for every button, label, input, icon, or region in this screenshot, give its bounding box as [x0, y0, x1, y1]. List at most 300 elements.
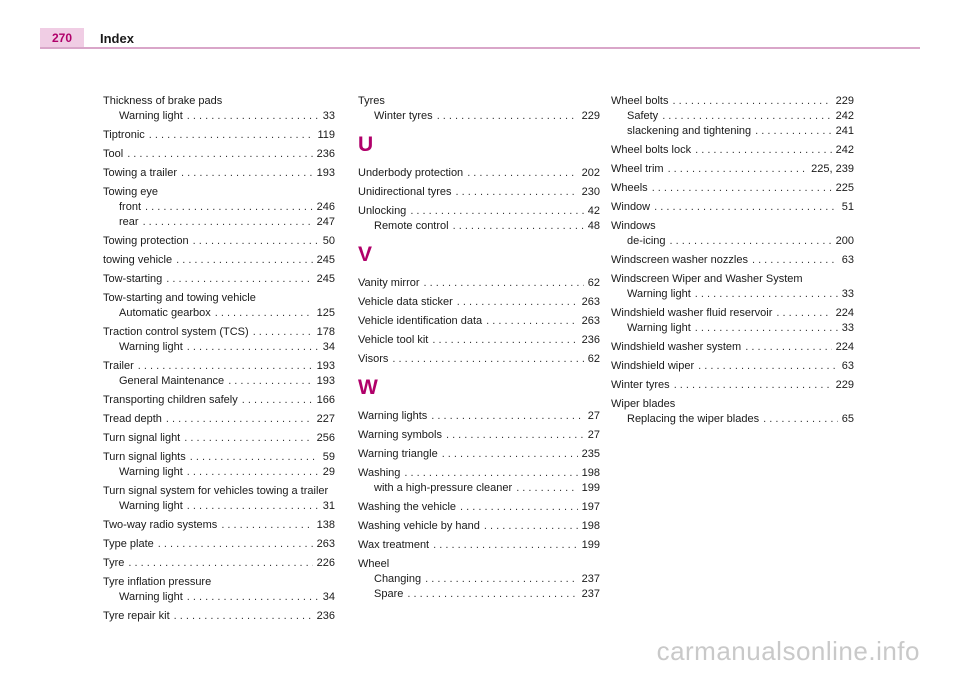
- page-reference: 225: [835, 182, 854, 194]
- page-reference: 199: [581, 482, 600, 494]
- index-term-row: [358, 466, 600, 481]
- index-term: Changing: [374, 573, 422, 585]
- dot-leader: [128, 556, 312, 571]
- page-reference: 263: [581, 296, 600, 308]
- index-term-row: [103, 272, 335, 287]
- index-term: Tyres: [358, 95, 385, 107]
- index-term: Turn signal lights: [103, 451, 186, 463]
- index-entry: [358, 204, 600, 234]
- dot-leader: [253, 325, 313, 340]
- index-term: Traction control system (TCS): [103, 326, 249, 338]
- index-term-row: [611, 162, 854, 177]
- index-term-row: [358, 428, 600, 443]
- index-term: Washing the vehicle: [358, 501, 457, 513]
- dot-leader: [392, 352, 583, 367]
- page-reference: 193: [316, 167, 335, 179]
- page-reference: 227: [316, 413, 335, 425]
- index-subentry: [611, 234, 854, 249]
- index-term: Vehicle tool kit: [358, 334, 429, 346]
- dot-leader: [158, 537, 313, 552]
- index-entry: [103, 234, 335, 249]
- index-entry: [103, 450, 335, 480]
- index-term: Wheel bolts: [611, 95, 669, 107]
- dot-leader: [187, 109, 319, 124]
- dot-leader: [187, 465, 319, 480]
- index-term: Remote control: [374, 220, 449, 232]
- index-entry: [611, 219, 854, 249]
- index-term-row: [611, 378, 854, 393]
- index-term: Washing vehicle by hand: [358, 520, 480, 532]
- index-subentry: [611, 109, 854, 124]
- index-entry: [358, 557, 600, 602]
- page-reference: 166: [316, 394, 335, 406]
- page-reference: 237: [581, 588, 600, 600]
- index-term-row: [358, 352, 600, 367]
- dot-leader: [752, 253, 838, 268]
- index-subentry: [103, 465, 335, 480]
- index-term: Turn signal system for vehicles towing a trailer: [103, 485, 329, 497]
- index-entry: [611, 253, 854, 268]
- index-term-row: [103, 431, 335, 446]
- index-term: Warning light: [627, 288, 691, 300]
- page-reference: 236: [316, 148, 335, 160]
- index-term-row: [103, 94, 335, 109]
- dot-leader: [176, 253, 313, 268]
- index-entry: [358, 94, 600, 124]
- dot-leader: [695, 143, 832, 158]
- index-term: Unidirectional tyres: [358, 186, 452, 198]
- dot-leader: [166, 412, 313, 427]
- index-term-row: [103, 253, 335, 268]
- index-term-row: [611, 219, 854, 234]
- index-term-row: [611, 253, 854, 268]
- page-reference: 236: [316, 610, 335, 622]
- index-term-row: [611, 340, 854, 355]
- index-entry: [358, 352, 600, 367]
- index-term: Tyre repair kit: [103, 610, 170, 622]
- index-term: Thickness of brake pads: [103, 95, 223, 107]
- dot-leader: [190, 450, 319, 465]
- page-reference: 237: [581, 573, 600, 585]
- index-entry: [611, 397, 854, 427]
- index-subentry: [358, 587, 600, 602]
- index-term-row: [103, 537, 335, 552]
- page-reference: 256: [316, 432, 335, 444]
- dot-leader: [221, 518, 312, 533]
- index-term-row: [358, 94, 600, 109]
- dot-leader: [437, 109, 578, 124]
- index-term-row: [103, 234, 335, 249]
- index-subentry: [103, 590, 335, 605]
- index-entry: [103, 272, 335, 287]
- index-entry: [358, 185, 600, 200]
- index-entry: [611, 378, 854, 393]
- index-term: Vehicle identification data: [358, 315, 483, 327]
- page-reference: 125: [316, 307, 335, 319]
- index-term-row: [103, 556, 335, 571]
- index-term: Windscreen Wiper and Washer System: [611, 273, 803, 285]
- index-term: Windshield wiper: [611, 360, 695, 372]
- index-entry: [358, 447, 600, 462]
- index-term-row: [358, 538, 600, 553]
- page-reference: 27: [587, 410, 600, 422]
- index-entry: [611, 181, 854, 196]
- index-entry: [358, 166, 600, 181]
- dot-leader: [670, 234, 832, 249]
- index-subentry: [358, 219, 600, 234]
- dot-leader: [652, 181, 832, 196]
- index-entry: [611, 162, 854, 177]
- index-entry: [103, 431, 335, 446]
- index-entry: [103, 166, 335, 181]
- page-reference: 48: [587, 220, 600, 232]
- index-term: Warning light: [119, 466, 183, 478]
- index-entry: [103, 393, 335, 408]
- page-reference: 138: [316, 519, 335, 531]
- page-reference: 198: [581, 467, 600, 479]
- page-reference: 245: [316, 254, 335, 266]
- dot-leader: [654, 200, 838, 215]
- page-reference: 247: [316, 216, 335, 228]
- index-term-row: [358, 185, 600, 200]
- index-term: Towing a trailer: [103, 167, 177, 179]
- dot-leader: [446, 428, 584, 443]
- index-term: Windscreen washer nozzles: [611, 254, 748, 266]
- page-reference: 193: [316, 360, 335, 372]
- index-term: Winter tyres: [374, 110, 433, 122]
- index-term: Vehicle data sticker: [358, 296, 453, 308]
- page-reference: 63: [841, 360, 854, 372]
- page-reference: 202: [581, 167, 600, 179]
- page-reference: 193: [316, 375, 335, 387]
- index-term: Trailer: [103, 360, 134, 372]
- dot-leader: [404, 466, 577, 481]
- index-term: front: [119, 201, 142, 213]
- index-term-row: [103, 484, 335, 499]
- page-reference: 224: [835, 341, 854, 353]
- page-reference: 33: [322, 110, 335, 122]
- index-term: Warning light: [119, 110, 183, 122]
- page-reference: 33: [841, 288, 854, 300]
- index-term: Wax treatment: [358, 539, 430, 551]
- page-reference: 226: [316, 557, 335, 569]
- index-entry: [103, 147, 335, 162]
- index-term-row: [103, 412, 335, 427]
- page-reference: 42: [587, 205, 600, 217]
- index-term: Replacing the wiper blades: [627, 413, 760, 425]
- dot-leader: [166, 272, 312, 287]
- index-term-row: [103, 185, 335, 200]
- index-entry: [611, 143, 854, 158]
- dot-leader: [143, 215, 313, 230]
- index-entry: [103, 575, 335, 605]
- page-reference: 236: [581, 334, 600, 346]
- index-term: Washing: [358, 467, 401, 479]
- index-entry: [358, 314, 600, 329]
- index-term-row: [358, 276, 600, 291]
- header-divider: [40, 47, 920, 49]
- dot-leader: [181, 166, 313, 181]
- index-term: Automatic gearbox: [119, 307, 211, 319]
- index-subentry: [103, 340, 335, 355]
- dot-leader: [457, 295, 578, 310]
- index-entry: [103, 253, 335, 268]
- page-title: Index: [100, 31, 134, 46]
- page-reference: 263: [316, 538, 335, 550]
- index-entry: [358, 333, 600, 348]
- index-term: Underbody protection: [358, 167, 464, 179]
- index-entry: [611, 272, 854, 302]
- index-term-row: [611, 181, 854, 196]
- index-term-row: [611, 143, 854, 158]
- page-reference: 230: [581, 186, 600, 198]
- index-term: de-icing: [627, 235, 666, 247]
- index-entry: [611, 340, 854, 355]
- index-term: Unlocking: [358, 205, 407, 217]
- index-term: Warning light: [119, 341, 183, 353]
- dot-leader: [460, 500, 578, 515]
- index-entry: [103, 518, 335, 533]
- dot-leader: [228, 374, 312, 389]
- section-letter-v: V: [358, 243, 373, 266]
- page-reference: 242: [835, 110, 854, 122]
- index-term: Warning light: [627, 322, 691, 334]
- dot-leader: [187, 499, 319, 514]
- index-term: Visors: [358, 353, 389, 365]
- index-entry: [103, 128, 335, 143]
- dot-leader: [215, 306, 313, 321]
- index-subentry: [103, 499, 335, 514]
- dot-leader: [456, 185, 578, 200]
- page-reference: 50: [322, 235, 335, 247]
- index-term-row: [358, 519, 600, 534]
- index-term-row: [358, 333, 600, 348]
- index-entry: [103, 484, 335, 514]
- index-subentry: [358, 572, 600, 587]
- index-term-row: [103, 609, 335, 624]
- index-entry: [358, 538, 600, 553]
- index-subentry: [611, 287, 854, 302]
- index-term-row: [103, 128, 335, 143]
- index-term: General Maintenance: [119, 375, 225, 387]
- page-reference: 235: [581, 448, 600, 460]
- index-term: Two-way radio systems: [103, 519, 218, 531]
- watermark: carmanualsonline.info: [656, 636, 920, 666]
- index-entry: [358, 276, 600, 291]
- page-reference: 178: [316, 326, 335, 338]
- index-term: Warning triangle: [358, 448, 438, 460]
- index-subentry: [611, 412, 854, 427]
- page-reference: 63: [841, 254, 854, 266]
- dot-leader: [145, 200, 313, 215]
- dot-leader: [127, 147, 312, 162]
- dot-leader: [149, 128, 314, 143]
- index-entry: [103, 412, 335, 427]
- index-term: Window: [611, 201, 651, 213]
- dot-leader: [174, 609, 313, 624]
- dot-leader: [662, 109, 831, 124]
- index-term: Turn signal light: [103, 432, 181, 444]
- index-entry: [103, 537, 335, 552]
- dot-leader: [453, 219, 584, 234]
- page-reference: 197: [581, 501, 600, 513]
- dot-leader: [424, 276, 584, 291]
- page-reference: 51: [841, 201, 854, 213]
- dot-leader: [467, 166, 577, 181]
- index-term-row: [358, 166, 600, 181]
- index-subentry: [611, 124, 854, 139]
- page-reference: 224: [835, 307, 854, 319]
- index-term-row: [103, 575, 335, 590]
- dot-leader: [486, 314, 577, 329]
- index-term: Warning symbols: [358, 429, 442, 441]
- dot-leader: [516, 481, 577, 496]
- page-reference: 34: [322, 591, 335, 603]
- index-entry: [611, 359, 854, 374]
- index-term-row: [611, 306, 854, 321]
- page-reference: 229: [581, 110, 600, 122]
- index-entry: [358, 295, 600, 310]
- index-entry: [103, 556, 335, 571]
- index-entry: [103, 291, 335, 321]
- page-reference: 119: [317, 129, 335, 141]
- index-term: Wheel trim: [611, 163, 664, 175]
- index-term-row: [611, 200, 854, 215]
- index-term: Towing protection: [103, 235, 189, 247]
- page-number: 270: [40, 28, 84, 48]
- index-entry: [358, 428, 600, 443]
- dot-leader: [433, 538, 578, 553]
- index-term: Type plate: [103, 538, 154, 550]
- dot-leader: [674, 378, 832, 393]
- index-column-1: [103, 94, 335, 628]
- index-entry: [611, 200, 854, 215]
- index-term-row: [103, 518, 335, 533]
- index-term: Wheel bolts lock: [611, 144, 692, 156]
- page-reference: 242: [835, 144, 854, 156]
- index-term: Spare: [374, 588, 404, 600]
- index-subentry: [103, 306, 335, 321]
- page-reference: 229: [835, 379, 854, 391]
- dot-leader: [698, 359, 838, 374]
- page-reference: 245: [316, 273, 335, 285]
- page-reference: 27: [587, 429, 600, 441]
- page-reference: 34: [322, 341, 335, 353]
- page-reference: 29: [322, 466, 335, 478]
- dot-leader: [407, 587, 577, 602]
- page-reference: 263: [581, 315, 600, 327]
- index-term-row: [103, 291, 335, 306]
- page-reference: 199: [581, 539, 600, 551]
- index-subentry: [611, 321, 854, 336]
- dot-leader: [431, 409, 583, 424]
- index-term: Safety: [627, 110, 659, 122]
- index-subentry: [103, 215, 335, 230]
- index-term: Warning light: [119, 500, 183, 512]
- index-subentry: [358, 109, 600, 124]
- index-entry: [358, 500, 600, 515]
- index-term: Warning light: [119, 591, 183, 603]
- index-term-row: [358, 295, 600, 310]
- index-term-row: [358, 500, 600, 515]
- index-entry: [103, 325, 335, 355]
- index-term: slackening and tightening: [627, 125, 752, 137]
- section-letter-u: U: [358, 133, 374, 156]
- page-reference: 62: [587, 277, 600, 289]
- page-reference: 31: [322, 500, 335, 512]
- index-term: Tyre: [103, 557, 125, 569]
- index-term: Tread depth: [103, 413, 162, 425]
- index-column-3: [611, 94, 854, 431]
- index-term-row: [103, 393, 335, 408]
- index-term: Vanity mirror: [358, 277, 420, 289]
- dot-leader: [138, 359, 313, 374]
- index-entry: [103, 94, 335, 124]
- dot-leader: [672, 94, 831, 109]
- index-term-row: [611, 94, 854, 109]
- dot-leader: [763, 412, 838, 427]
- index-term-row: [103, 166, 335, 181]
- index-term-row: [611, 397, 854, 412]
- index-term: Towing eye: [103, 186, 159, 198]
- dot-leader: [432, 333, 577, 348]
- index-term: Tyre inflation pressure: [103, 576, 212, 588]
- index-entry: [358, 466, 600, 496]
- page-reference: 225, 239: [811, 163, 854, 175]
- index-entry: [358, 409, 600, 424]
- page-reference: 246: [316, 201, 335, 213]
- index-term: Wheel: [358, 558, 390, 570]
- index-term-row: [358, 409, 600, 424]
- index-term: Tiptronic: [103, 129, 145, 141]
- index-subentry: [103, 200, 335, 215]
- page-reference: 241: [835, 125, 854, 137]
- index-term: Tow-starting and towing vehicle: [103, 292, 256, 304]
- index-column-2: [358, 94, 600, 606]
- dot-leader: [425, 572, 578, 587]
- index-term-row: [611, 272, 854, 287]
- dot-leader: [184, 431, 312, 446]
- index-term: with a high-pressure cleaner: [374, 482, 513, 494]
- dot-leader: [668, 162, 808, 177]
- dot-leader: [755, 124, 831, 139]
- index-term-row: [358, 447, 600, 462]
- index-entry: [103, 185, 335, 230]
- dot-leader: [695, 287, 838, 302]
- dot-leader: [442, 447, 578, 462]
- index-term: Windshield washer system: [611, 341, 742, 353]
- index-term: Windshield washer fluid reservoir: [611, 307, 773, 319]
- index-term-row: [358, 314, 600, 329]
- index-term-row: [103, 359, 335, 374]
- index-term: Tool: [103, 148, 124, 160]
- index-term: Warning lights: [358, 410, 428, 422]
- index-entry: [611, 94, 854, 139]
- index-subentry: [103, 109, 335, 124]
- index-term: Wheels: [611, 182, 648, 194]
- index-entry: [103, 609, 335, 624]
- dot-leader: [484, 519, 578, 534]
- index-term: Windows: [611, 220, 656, 232]
- dot-leader: [193, 234, 319, 249]
- index-term-row: [611, 359, 854, 374]
- index-term: Winter tyres: [611, 379, 670, 391]
- page-reference: 198: [581, 520, 600, 532]
- index-subentry: [103, 374, 335, 389]
- index-term-row: [103, 325, 335, 340]
- dot-leader: [410, 204, 583, 219]
- dot-leader: [695, 321, 838, 336]
